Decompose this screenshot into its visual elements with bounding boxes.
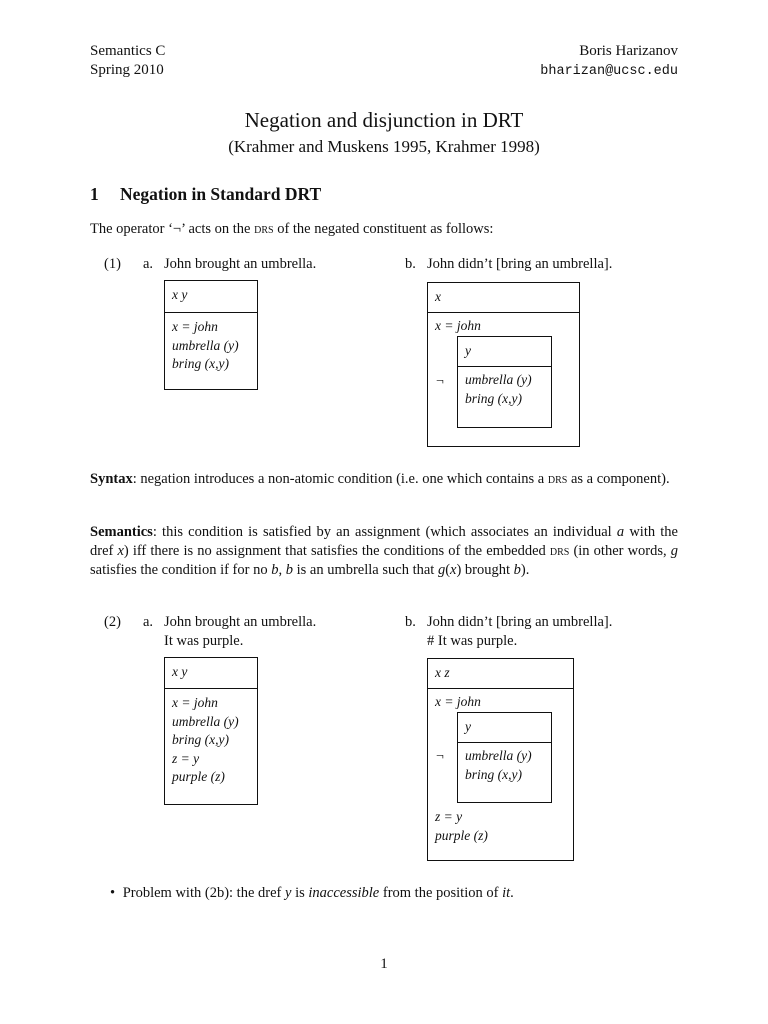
semantics-text: satisfies the condition if for no (90, 562, 272, 578)
syntax-label: Syntax (90, 471, 133, 487)
drs-condition: x = john (435, 318, 481, 333)
drs-box-2b-inner (457, 712, 552, 803)
ex2a-label: a. (143, 614, 154, 630)
term: Spring 2010 (90, 62, 164, 78)
intro-drs: drs (254, 221, 274, 237)
drs-universe: x z (428, 659, 573, 689)
semantics-var: b (513, 562, 521, 578)
drs-conditions (165, 313, 257, 374)
page-subtitle: (Krahmer and Muskens 1995, Krahmer 1998) (228, 137, 540, 156)
drs-universe: x y (165, 658, 257, 689)
drs-box-1a (164, 280, 258, 390)
drs-condition: umbrella (y) (172, 337, 239, 353)
drs-universe: y (458, 337, 551, 367)
bullet-text: Problem with (2b): the dref (122, 885, 285, 901)
drs-conditions (428, 803, 495, 845)
semantics-text: ) iff there is no assignment that satisfies the conditions of the embedded (123, 543, 550, 559)
semantics-text: is an umbrella such that (292, 562, 438, 578)
drs-condition: z = y (172, 750, 200, 766)
semantics-text: ). (520, 562, 530, 578)
semantics-drs: drs (549, 543, 570, 559)
drs-condition: umbrella (y) (465, 748, 532, 763)
negation-symbol: ¬ (436, 374, 444, 389)
ex2b-sentence-1: John didn’t [bring an umbrella]. (427, 614, 613, 630)
ex1-number: (1) (104, 256, 121, 272)
drs-conditions (165, 689, 257, 787)
drs-box-2a (164, 657, 258, 805)
semantics-text: with the dref (90, 524, 678, 559)
semantics-label: Semantics (90, 524, 153, 540)
drs-box-2b (427, 658, 574, 861)
bullet-emph: inaccessible (308, 885, 380, 901)
author-email[interactable]: bharizan@ucsc.edu (540, 64, 678, 79)
drs-box-1b-inner (457, 336, 552, 428)
semantics-var: g (670, 543, 678, 559)
ex2a-sentence-2: It was purple. (164, 633, 244, 649)
bullet-icon: • (110, 885, 116, 901)
drs-condition: x = john (172, 319, 218, 334)
ex2a-sentence-1: John brought an umbrella. (164, 614, 317, 630)
semantics-text: ( (445, 562, 451, 578)
page-title: Negation and disjunction in DRT (244, 108, 524, 132)
semantics-text: : this condition is satisfied by an assignment (which associates an individual (152, 524, 617, 540)
ex2-number: (2) (104, 614, 121, 630)
intro-text-1: The operator ‘¬’ acts on the (90, 221, 255, 237)
drs-condition: x = john (435, 694, 481, 709)
drs-box-1b (427, 282, 580, 447)
semantics-var: x (450, 562, 457, 578)
semantics-var: a (616, 524, 625, 540)
ex1a-sentence: John brought an umbrella. (164, 256, 317, 272)
negation-symbol: ¬ (436, 749, 444, 764)
drs-condition: x = john (172, 695, 218, 710)
drs-condition: bring (x,y) (465, 766, 522, 782)
author-name: Boris Harizanov (579, 43, 678, 59)
section-title: Negation in Standard DRT (120, 184, 322, 204)
bullet-var: y (285, 885, 292, 901)
semantics-text: , (278, 562, 286, 578)
drs-conditions (458, 743, 551, 784)
syntax-drs: drs (547, 471, 568, 487)
semantics-var: b (271, 562, 279, 578)
drs-universe: y (458, 713, 551, 743)
bullet-item (110, 885, 514, 902)
ex2b-sentence-2: # It was purple. (427, 633, 518, 649)
bullet-text: . (510, 885, 514, 901)
semantics-var: b (285, 562, 293, 578)
semantics-text: ) brought (456, 562, 514, 578)
bullet-var: it (502, 885, 511, 901)
ex1b-sentence: John didn’t [bring an umbrella]. (427, 256, 613, 272)
semantics-paragraph (90, 523, 678, 580)
bullet-text: is (291, 885, 309, 901)
syntax-paragraph (90, 470, 678, 489)
drs-conditions (458, 367, 551, 408)
course-name: Semantics C (90, 43, 166, 59)
drs-condition: umbrella (y) (172, 713, 239, 729)
syntax-text-1: : negation introduces a non-atomic condition (i.e. one which contains a (132, 471, 548, 487)
semantics-var: x (117, 543, 124, 559)
drs-condition: z = y (435, 809, 463, 824)
ex1a-label: a. (143, 256, 154, 272)
drs-condition: bring (x,y) (172, 732, 229, 747)
drs-condition: umbrella (y) (465, 372, 532, 387)
ex1b-label: b. (405, 256, 416, 272)
drs-condition: purple (z) (172, 769, 225, 784)
drs-condition: bring (x,y) (172, 356, 229, 371)
drs-condition: purple (z) (435, 827, 488, 843)
syntax-text-2: as a component). (567, 471, 670, 487)
semantics-var: g (437, 562, 446, 578)
section-number: 1 (90, 184, 99, 204)
intro-text-2: of the negated constituent as follows: (273, 221, 494, 237)
page-number: 1 (380, 956, 388, 972)
intro-paragraph (90, 220, 678, 239)
bullet-text: from the position of (379, 885, 503, 901)
semantics-text: (in other words, (569, 543, 671, 559)
ex2b-label: b. (405, 614, 416, 630)
drs-condition: bring (x,y) (465, 390, 522, 406)
drs-universe: x y (165, 281, 257, 313)
drs-universe: x (428, 283, 579, 313)
section-heading (90, 184, 321, 205)
